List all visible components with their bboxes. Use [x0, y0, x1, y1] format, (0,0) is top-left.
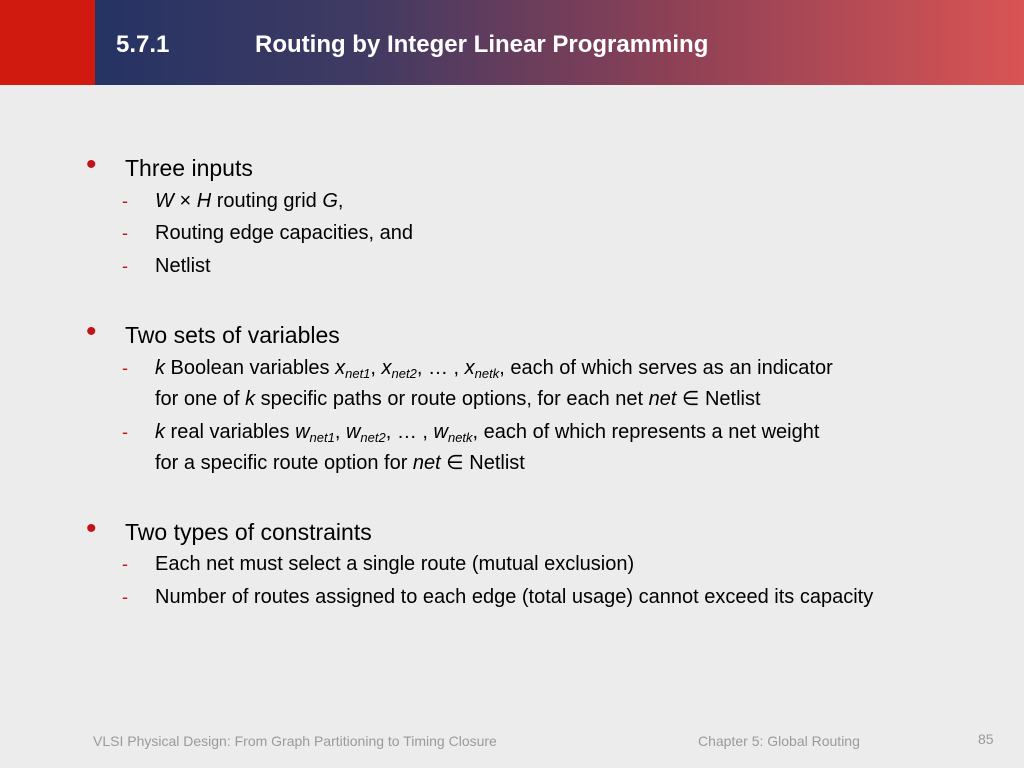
dash-icon: - — [122, 554, 128, 574]
header-accent-bar — [0, 0, 95, 85]
footer-book-title: VLSI Physical Design: From Graph Partitioning to Timing Closure — [93, 733, 497, 749]
list-item: Netlist — [155, 255, 211, 277]
page-number: 85 — [978, 731, 994, 747]
dash-icon: - — [122, 358, 128, 378]
dash-icon: - — [122, 422, 128, 442]
list-item-continuation: for one of k specific paths or route options, for each net net ∈ Netlist — [155, 388, 761, 410]
list-item: Number of routes assigned to each edge (total usage) cannot exceed its capacity — [155, 586, 874, 608]
bullet-icon: • — [86, 148, 97, 181]
dash-icon: - — [122, 256, 128, 276]
list-item: Each net must select a single route (mutual exclusion) — [155, 553, 635, 575]
list-item: k Boolean variables $x_{net1}$, $x_{net2}$, … , $x_{netk}$, each of which serves as an indicator — [155, 357, 833, 381]
list-item: W × H routing grid G, — [155, 190, 344, 212]
list-item-continuation: for a specific route option for net ∈ Netlist — [155, 452, 525, 474]
list-item: Routing edge capacities, and — [155, 222, 413, 244]
bullet-icon: • — [86, 512, 97, 545]
bullet-icon: • — [86, 315, 97, 348]
dash-icon: - — [122, 587, 128, 607]
section-heading: Two sets of variables — [125, 322, 340, 348]
dash-icon: - — [122, 191, 128, 211]
section-heading: Three inputs — [125, 155, 253, 181]
section-heading: Two types of constraints — [125, 519, 372, 545]
footer-chapter: Chapter 5: Global Routing — [698, 733, 860, 749]
list-item: k real variables $w_{net1}$, $w_{net2}$, … , $w_{netk}$, each of which represents a net weight — [155, 421, 820, 445]
section-number: 5.7.1 — [116, 31, 170, 58]
slide-title: Routing by Integer Linear Programming — [255, 31, 709, 58]
dash-icon: - — [122, 223, 128, 243]
